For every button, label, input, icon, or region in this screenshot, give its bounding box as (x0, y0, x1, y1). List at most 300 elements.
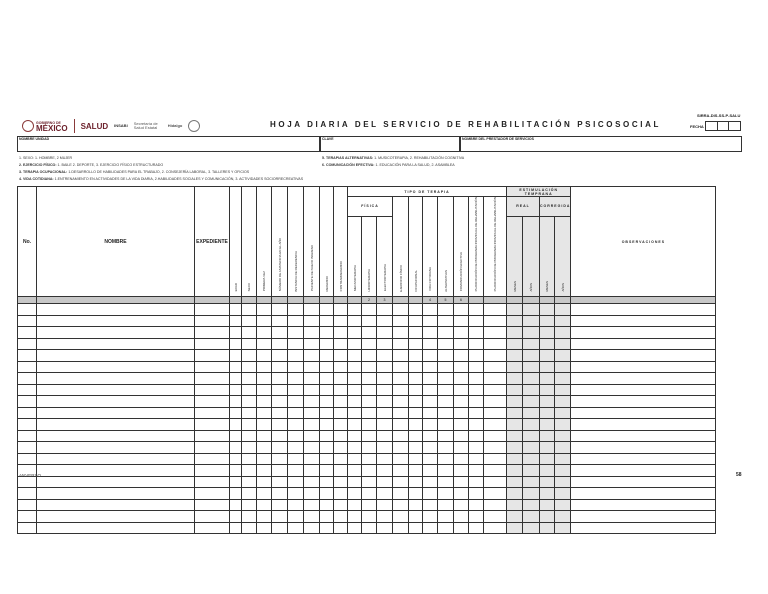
table-cell[interactable] (469, 442, 484, 454)
table-cell[interactable] (320, 499, 334, 511)
table-cell[interactable] (454, 327, 469, 339)
table-cell[interactable] (18, 430, 37, 442)
table-cell[interactable] (438, 453, 454, 465)
table-cell[interactable] (230, 407, 242, 419)
table-cell[interactable] (469, 488, 484, 500)
table-cell[interactable] (272, 511, 288, 523)
table-cell[interactable] (288, 407, 304, 419)
table-cell[interactable] (469, 315, 484, 327)
table-cell[interactable] (242, 511, 257, 523)
table-cell[interactable] (195, 476, 230, 488)
table-cell[interactable] (37, 476, 195, 488)
table-cell[interactable] (555, 384, 571, 396)
table-cell[interactable] (523, 419, 540, 431)
clave-field[interactable] (320, 136, 460, 152)
table-cell[interactable] (484, 453, 507, 465)
table-cell[interactable] (377, 442, 393, 454)
table-cell[interactable] (257, 361, 272, 373)
table-cell[interactable] (377, 476, 393, 488)
table-cell[interactable] (540, 453, 555, 465)
table-cell[interactable] (320, 396, 334, 408)
table-cell[interactable] (571, 522, 716, 534)
table-cell[interactable] (320, 442, 334, 454)
table-cell[interactable] (362, 522, 377, 534)
table-cell[interactable] (195, 327, 230, 339)
table-cell[interactable] (377, 315, 393, 327)
table-cell[interactable] (571, 430, 716, 442)
table-cell[interactable] (507, 465, 523, 477)
table-cell[interactable] (409, 476, 423, 488)
table-cell[interactable] (242, 522, 257, 534)
table-cell[interactable] (469, 499, 484, 511)
table-cell[interactable] (230, 315, 242, 327)
table-cell[interactable] (195, 488, 230, 500)
table-cell[interactable] (334, 465, 348, 477)
table-cell[interactable] (288, 488, 304, 500)
table-cell[interactable] (540, 430, 555, 442)
table-cell[interactable] (195, 407, 230, 419)
table-cell[interactable] (348, 327, 362, 339)
table-cell[interactable] (195, 384, 230, 396)
table-cell[interactable] (438, 522, 454, 534)
table-cell[interactable] (377, 327, 393, 339)
table-cell[interactable] (257, 488, 272, 500)
table-cell[interactable] (469, 396, 484, 408)
table-cell[interactable] (230, 488, 242, 500)
table-cell[interactable] (37, 419, 195, 431)
table-cell[interactable] (37, 511, 195, 523)
table-cell[interactable] (195, 465, 230, 477)
table-cell[interactable] (320, 350, 334, 362)
table-cell[interactable] (362, 499, 377, 511)
table-cell[interactable] (409, 419, 423, 431)
table-cell[interactable] (362, 453, 377, 465)
table-cell[interactable] (523, 396, 540, 408)
table-cell[interactable] (242, 373, 257, 385)
table-cell[interactable] (423, 304, 438, 316)
table-cell[interactable] (484, 499, 507, 511)
table-cell[interactable] (523, 465, 540, 477)
table-cell[interactable] (484, 430, 507, 442)
table-cell[interactable] (320, 430, 334, 442)
table-cell[interactable] (438, 338, 454, 350)
table-cell[interactable] (523, 488, 540, 500)
table-cell[interactable] (571, 304, 716, 316)
table-cell[interactable] (272, 327, 288, 339)
table-cell[interactable] (304, 338, 320, 350)
table-cell[interactable] (334, 350, 348, 362)
table-cell[interactable] (484, 361, 507, 373)
table-cell[interactable] (469, 304, 484, 316)
table-cell[interactable] (18, 511, 37, 523)
table-cell[interactable] (272, 488, 288, 500)
table-cell[interactable] (362, 476, 377, 488)
table-cell[interactable] (540, 511, 555, 523)
table-cell[interactable] (195, 522, 230, 534)
table-cell[interactable] (304, 430, 320, 442)
table-cell[interactable] (438, 327, 454, 339)
table-cell[interactable] (454, 384, 469, 396)
table-cell[interactable] (377, 499, 393, 511)
table-cell[interactable] (484, 338, 507, 350)
table-cell[interactable] (454, 315, 469, 327)
table-cell[interactable] (507, 419, 523, 431)
table-cell[interactable] (242, 361, 257, 373)
table-cell[interactable] (454, 430, 469, 442)
table-cell[interactable] (348, 488, 362, 500)
table-cell[interactable] (523, 315, 540, 327)
table-cell[interactable] (37, 465, 195, 477)
table-cell[interactable] (423, 327, 438, 339)
table-cell[interactable] (423, 373, 438, 385)
table-cell[interactable] (348, 407, 362, 419)
table-cell[interactable] (523, 350, 540, 362)
table-cell[interactable] (18, 384, 37, 396)
table-cell[interactable] (571, 499, 716, 511)
table-cell[interactable] (257, 522, 272, 534)
table-cell[interactable] (393, 361, 409, 373)
table-cell[interactable] (393, 430, 409, 442)
table-cell[interactable] (507, 499, 523, 511)
table-cell[interactable] (571, 407, 716, 419)
table-cell[interactable] (507, 384, 523, 396)
table-cell[interactable] (540, 327, 555, 339)
fecha-field[interactable] (705, 121, 741, 131)
table-cell[interactable] (257, 465, 272, 477)
table-cell[interactable] (454, 522, 469, 534)
table-cell[interactable] (362, 465, 377, 477)
table-cell[interactable] (507, 338, 523, 350)
table-cell[interactable] (484, 522, 507, 534)
table-cell[interactable] (37, 384, 195, 396)
table-cell[interactable] (469, 407, 484, 419)
table-cell[interactable] (555, 488, 571, 500)
table-cell[interactable] (304, 465, 320, 477)
table-cell[interactable] (257, 338, 272, 350)
table-cell[interactable] (571, 476, 716, 488)
table-cell[interactable] (454, 511, 469, 523)
table-cell[interactable] (242, 453, 257, 465)
table-cell[interactable] (454, 476, 469, 488)
table-cell[interactable] (393, 304, 409, 316)
table-cell[interactable] (304, 304, 320, 316)
table-cell[interactable] (507, 488, 523, 500)
table-cell[interactable] (523, 476, 540, 488)
table-cell[interactable] (507, 350, 523, 362)
table-cell[interactable] (230, 361, 242, 373)
table-cell[interactable] (18, 327, 37, 339)
table-cell[interactable] (257, 453, 272, 465)
table-cell[interactable] (571, 384, 716, 396)
table-cell[interactable] (469, 511, 484, 523)
table-cell[interactable] (288, 465, 304, 477)
table-cell[interactable] (304, 499, 320, 511)
table-cell[interactable] (484, 465, 507, 477)
table-cell[interactable] (423, 350, 438, 362)
table-cell[interactable] (409, 327, 423, 339)
table-cell[interactable] (334, 419, 348, 431)
table-cell[interactable] (257, 396, 272, 408)
table-cell[interactable] (571, 511, 716, 523)
table-cell[interactable] (423, 465, 438, 477)
table-cell[interactable] (230, 373, 242, 385)
table-cell[interactable] (540, 361, 555, 373)
table-cell[interactable] (18, 453, 37, 465)
table-cell[interactable] (272, 304, 288, 316)
table-cell[interactable] (195, 304, 230, 316)
table-cell[interactable] (272, 465, 288, 477)
table-cell[interactable] (469, 327, 484, 339)
table-cell[interactable] (272, 315, 288, 327)
table-cell[interactable] (362, 511, 377, 523)
table-cell[interactable] (242, 304, 257, 316)
table-cell[interactable] (571, 315, 716, 327)
table-cell[interactable] (377, 384, 393, 396)
table-cell[interactable] (393, 373, 409, 385)
table-cell[interactable] (438, 304, 454, 316)
table-cell[interactable] (540, 315, 555, 327)
table-cell[interactable] (230, 511, 242, 523)
table-cell[interactable] (555, 315, 571, 327)
table-cell[interactable] (469, 522, 484, 534)
table-cell[interactable] (454, 419, 469, 431)
table-cell[interactable] (304, 327, 320, 339)
table-cell[interactable] (362, 373, 377, 385)
table-cell[interactable] (18, 315, 37, 327)
table-cell[interactable] (320, 522, 334, 534)
table-cell[interactable] (242, 384, 257, 396)
table-cell[interactable] (230, 430, 242, 442)
table-cell[interactable] (469, 338, 484, 350)
table-cell[interactable] (555, 407, 571, 419)
table-cell[interactable] (438, 407, 454, 419)
table-cell[interactable] (320, 384, 334, 396)
table-cell[interactable] (304, 442, 320, 454)
table-cell[interactable] (18, 304, 37, 316)
table-cell[interactable] (334, 304, 348, 316)
table-cell[interactable] (571, 488, 716, 500)
table-cell[interactable] (334, 522, 348, 534)
table-cell[interactable] (377, 511, 393, 523)
table-cell[interactable] (507, 304, 523, 316)
table-cell[interactable] (377, 373, 393, 385)
table-cell[interactable] (571, 373, 716, 385)
table-cell[interactable] (348, 315, 362, 327)
table-cell[interactable] (334, 442, 348, 454)
table-cell[interactable] (272, 453, 288, 465)
table-cell[interactable] (523, 304, 540, 316)
table-cell[interactable] (393, 419, 409, 431)
table-cell[interactable] (438, 419, 454, 431)
prestador-field[interactable] (460, 136, 742, 152)
table-cell[interactable] (257, 511, 272, 523)
table-cell[interactable] (540, 499, 555, 511)
table-cell[interactable] (37, 453, 195, 465)
table-cell[interactable] (555, 442, 571, 454)
table-cell[interactable] (377, 350, 393, 362)
table-cell[interactable] (571, 327, 716, 339)
table-cell[interactable] (571, 419, 716, 431)
table-cell[interactable] (230, 396, 242, 408)
table-cell[interactable] (195, 396, 230, 408)
table-cell[interactable] (195, 511, 230, 523)
table-cell[interactable] (555, 476, 571, 488)
table-cell[interactable] (507, 442, 523, 454)
table-cell[interactable] (423, 430, 438, 442)
table-cell[interactable] (438, 315, 454, 327)
table-cell[interactable] (37, 396, 195, 408)
table-cell[interactable] (377, 304, 393, 316)
table-cell[interactable] (304, 488, 320, 500)
table-cell[interactable] (257, 384, 272, 396)
table-cell[interactable] (484, 327, 507, 339)
table-cell[interactable] (272, 396, 288, 408)
table-cell[interactable] (334, 488, 348, 500)
table-cell[interactable] (257, 327, 272, 339)
table-cell[interactable] (230, 499, 242, 511)
table-cell[interactable] (348, 465, 362, 477)
table-cell[interactable] (288, 338, 304, 350)
table-cell[interactable] (348, 384, 362, 396)
table-cell[interactable] (362, 350, 377, 362)
table-cell[interactable] (348, 361, 362, 373)
table-cell[interactable] (523, 499, 540, 511)
table-cell[interactable] (362, 304, 377, 316)
table-cell[interactable] (304, 373, 320, 385)
table-cell[interactable] (555, 465, 571, 477)
table-cell[interactable] (507, 361, 523, 373)
table-cell[interactable] (257, 442, 272, 454)
table-cell[interactable] (507, 430, 523, 442)
table-cell[interactable] (454, 442, 469, 454)
table-cell[interactable] (540, 304, 555, 316)
table-cell[interactable] (272, 476, 288, 488)
table-cell[interactable] (571, 338, 716, 350)
table-cell[interactable] (540, 465, 555, 477)
table-cell[interactable] (242, 419, 257, 431)
table-cell[interactable] (195, 315, 230, 327)
table-cell[interactable] (18, 488, 37, 500)
table-cell[interactable] (523, 522, 540, 534)
table-cell[interactable] (540, 488, 555, 500)
table-cell[interactable] (571, 396, 716, 408)
table-cell[interactable] (320, 315, 334, 327)
table-cell[interactable] (195, 442, 230, 454)
table-cell[interactable] (393, 488, 409, 500)
table-cell[interactable] (469, 476, 484, 488)
table-cell[interactable] (257, 373, 272, 385)
table-cell[interactable] (362, 442, 377, 454)
table-cell[interactable] (288, 304, 304, 316)
table-cell[interactable] (242, 465, 257, 477)
table-cell[interactable] (304, 350, 320, 362)
table-cell[interactable] (37, 361, 195, 373)
table-cell[interactable] (571, 453, 716, 465)
table-cell[interactable] (334, 396, 348, 408)
table-cell[interactable] (571, 350, 716, 362)
table-cell[interactable] (469, 453, 484, 465)
table-cell[interactable] (362, 384, 377, 396)
table-cell[interactable] (409, 361, 423, 373)
table-cell[interactable] (362, 396, 377, 408)
table-cell[interactable] (288, 476, 304, 488)
table-cell[interactable] (409, 396, 423, 408)
table-cell[interactable] (454, 361, 469, 373)
table-cell[interactable] (334, 373, 348, 385)
table-cell[interactable] (272, 407, 288, 419)
table-cell[interactable] (484, 396, 507, 408)
table-cell[interactable] (523, 430, 540, 442)
table-cell[interactable] (348, 476, 362, 488)
table-cell[interactable] (423, 315, 438, 327)
table-cell[interactable] (540, 396, 555, 408)
table-cell[interactable] (540, 419, 555, 431)
table-cell[interactable] (454, 499, 469, 511)
table-cell[interactable] (438, 430, 454, 442)
table-cell[interactable] (242, 407, 257, 419)
table-cell[interactable] (523, 327, 540, 339)
table-cell[interactable] (37, 350, 195, 362)
table-cell[interactable] (257, 304, 272, 316)
table-cell[interactable] (393, 499, 409, 511)
table-cell[interactable] (438, 396, 454, 408)
table-cell[interactable] (348, 419, 362, 431)
table-cell[interactable] (288, 327, 304, 339)
table-cell[interactable] (272, 419, 288, 431)
table-cell[interactable] (257, 315, 272, 327)
table-cell[interactable] (304, 419, 320, 431)
table-cell[interactable] (454, 350, 469, 362)
table-cell[interactable] (377, 407, 393, 419)
nombre-unidad-field[interactable] (17, 136, 320, 152)
table-cell[interactable] (423, 488, 438, 500)
table-cell[interactable] (484, 304, 507, 316)
table-cell[interactable] (423, 476, 438, 488)
table-cell[interactable] (377, 465, 393, 477)
table-cell[interactable] (257, 407, 272, 419)
table-cell[interactable] (320, 361, 334, 373)
table-cell[interactable] (393, 384, 409, 396)
table-cell[interactable] (454, 396, 469, 408)
table-cell[interactable] (348, 430, 362, 442)
table-cell[interactable] (272, 338, 288, 350)
table-cell[interactable] (377, 522, 393, 534)
table-cell[interactable] (334, 315, 348, 327)
table-cell[interactable] (257, 476, 272, 488)
table-cell[interactable] (423, 407, 438, 419)
table-cell[interactable] (304, 407, 320, 419)
table-cell[interactable] (377, 419, 393, 431)
table-cell[interactable] (571, 442, 716, 454)
table-cell[interactable] (334, 361, 348, 373)
table-cell[interactable] (454, 407, 469, 419)
table-cell[interactable] (555, 373, 571, 385)
table-cell[interactable] (377, 396, 393, 408)
table-cell[interactable] (362, 327, 377, 339)
table-cell[interactable] (18, 373, 37, 385)
table-cell[interactable] (18, 407, 37, 419)
table-cell[interactable] (409, 453, 423, 465)
table-cell[interactable] (348, 442, 362, 454)
table-cell[interactable] (454, 338, 469, 350)
table-cell[interactable] (320, 488, 334, 500)
table-cell[interactable] (540, 350, 555, 362)
table-cell[interactable] (37, 442, 195, 454)
table-cell[interactable] (242, 476, 257, 488)
table-cell[interactable] (320, 511, 334, 523)
table-cell[interactable] (230, 384, 242, 396)
table-cell[interactable] (334, 476, 348, 488)
